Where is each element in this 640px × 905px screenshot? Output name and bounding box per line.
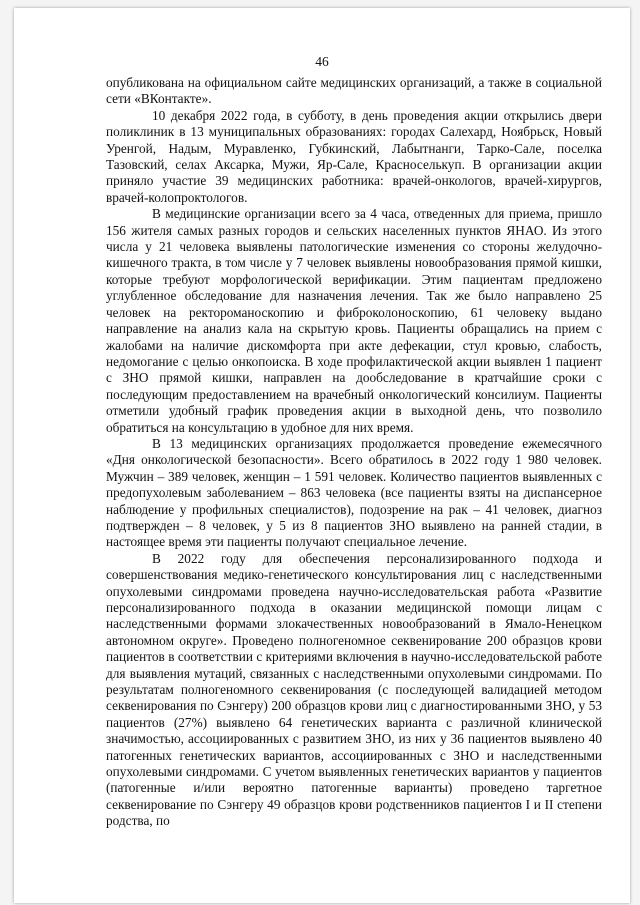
page-text-body — [106, 75, 602, 830]
paragraph-action-day: 10 декабря 2022 года, в субботу, в день проведения акции открылись двери поликлиник в 13 муниципальных образованиях: городах Салехард, Ноябрьск, Новый Уренгой, Надым, Муравленко, Губкинский, Лабытнанги, Тарко-Сале, поселка Тазовский, селах Аксарка, Мужи, Яр-Сале, Красноселькуп. В организации акции приняло участие 39 медицинских работника: врачей-онкологов, врачей-хирургов, врачей-колопроктологов. — [106, 107, 602, 205]
paragraph-genetic-research: В 2022 году для обеспечения персонализированного подхода и совершенствования медико-генетического консультирования лиц с наследственными опухолевыми синдромами проведена научно-исследовательская работа «Развитие персонализированного подхода в оказании медицинской помощи лицам с наследственными формами злокачественных новообразований в Ямало-Ненецком автономном округе». Проведено полногеномное секвенирование 200 образцов крови пациентов в соответствии с критериями включения в научно-исследовательской работе для выявления мутаций, связанных с наследственными опухолевыми синдромами. По результатам полногеномного секвенирования (с последующей валидацией методом секвенирования по Сэнгеру) 200 образцов крови лиц с диагностированными ЗНО, у 53 пациентов (27%) выявлено 64 генетических варианта с различной клинической значимостью, ассоциированных с развитием ЗНО, из них у 36 пациентов выявлено 40 патогенных генетических вариантов, ассоциированных с ЗНО и наследственными опухолевыми синдромами. С учетом выявленных генетических вариантов у пациентов (патогенные и/или вероятно патогенные варианты) проведено таргетное секвенирование по Сэнгеру 49 образцов крови родственников пациентов I и II степени родства, по — [106, 550, 602, 829]
paragraph-continuation: опубликована на официальном сайте медицинских организаций, а также в социальной сети «ВКонтакте». — [106, 75, 602, 107]
paragraph-oncology-safety-day: В 13 медицинских организациях продолжается проведение ежемесячного «Дня онкологической безопасности». Всего обратилось в 2022 году 1 980 человек. Мужчин – 389 человек, женщин – 1 591 человек. Количество пациентов выявленных с предопухолевым заболеванием – 863 человека (все пациенты взяты на диспансерное наблюдение у профильных специалистов), подозрение на рак – 41 человек, диагноз подтвержден – 8 человек, у 5 из 8 пациентов ЗНО выявлено на ранней стадии, в настоящее время эти пациенты получают специальное лечение. — [106, 435, 602, 550]
page-number: 46 — [315, 54, 329, 69]
document-page — [14, 8, 630, 903]
paragraph-patient-results: В медицинские организации всего за 4 часа, отведенных для приема, пришло 156 жителя самых разных городов и сельских населенных пунктов ЯНАО. Из этого числа у 21 человека выявлены патологические изменения со стороны желудочно-кишечного тракта, в том числе у 7 человек выявлены новообразования прямой кишки, которые требуют морфологической верификации. Этим пациентам предложено углубленное обследование для назначения лечения. Так же было направлено 25 человек на ректороманоскопию и фиброколоноскопию, 61 человеку выдано направление на анализ кала на скрытую кровь. Пациенты обращались на прием с жалобами на наличие дискомфорта при акте дефекации, стул кровью, слабость, недомогание с целью онкопоиска. В ходе профилактической акции выявлен 1 пациент с ЗНО прямой кишки, направлен на дообследование в кратчайшие сроки с последующим предоставлением на врачебный онкологический консилиум. Пациенты отметили удобный график проведения акции в выходной день, что позволило обратиться на консультацию в удобное для них время. — [106, 206, 602, 435]
